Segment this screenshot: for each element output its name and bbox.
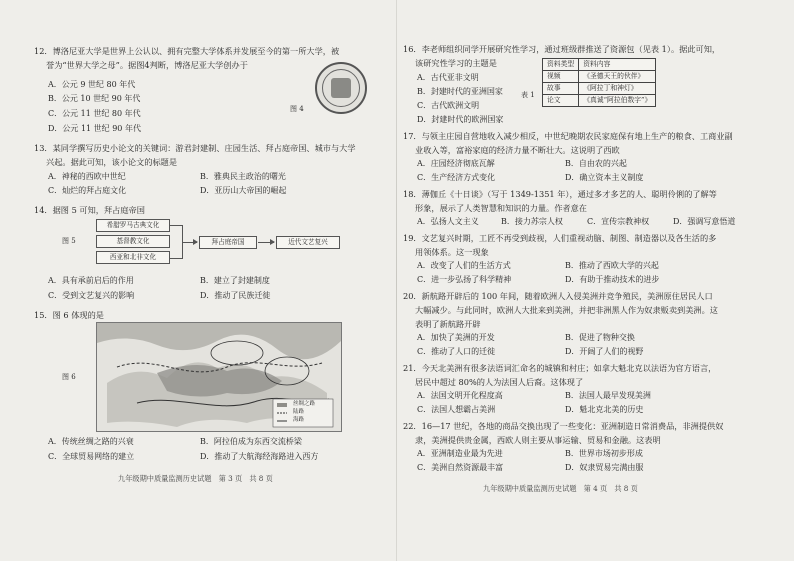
- table-cell: 论文: [543, 95, 579, 107]
- q22-option-b[interactable]: B．世界市场初步形成: [565, 449, 643, 458]
- q19-option-c[interactable]: C．进一步弘扬了科学精神: [417, 275, 512, 284]
- q18-option-d[interactable]: D．强调写意悟道: [673, 217, 736, 226]
- q16-table-label: 表 1: [521, 91, 535, 99]
- q12-fig-label: 图 4: [290, 105, 304, 113]
- q18-option-b[interactable]: B．接力苏宗人权: [501, 217, 563, 226]
- q18-option-a[interactable]: A．弘扬人文主义: [417, 217, 479, 226]
- q13-option-b[interactable]: B．雅典民主政治的曙光: [200, 172, 286, 181]
- q14-option-b[interactable]: B．建立了封建制度: [200, 276, 270, 285]
- q17-option-d[interactable]: D．确立资本主义制度: [565, 173, 644, 182]
- flow-box-byzantine: 拜占庭帝国: [199, 236, 257, 249]
- q20-stem-line1: 20．新航路开辟后的 100 年间，随着欧洲人入侵美洲并竞争殖民，美洲原住居民人口: [403, 291, 713, 301]
- q18-option-c[interactable]: C．宣传宗教神权: [587, 217, 650, 226]
- seal-emblem-icon: [331, 78, 351, 98]
- q16-option-a[interactable]: A．古代亚非文明: [417, 73, 479, 82]
- q15-option-d[interactable]: D．推动了大航海经海路进入西方: [200, 452, 319, 461]
- table-row: [543, 83, 656, 95]
- table-cell: 视频: [543, 71, 579, 83]
- q19-option-b[interactable]: B．推动了西欧大学的兴起: [565, 261, 659, 270]
- q17-option-a[interactable]: A．庄园经济彻底瓦解: [417, 159, 495, 168]
- map-legend-silk-road: 丝绸之路: [293, 401, 316, 407]
- q14-option-a[interactable]: A．具有承前启后的作用: [48, 276, 134, 285]
- q16-stem-line1: 16．李老师组织同学开展研究性学习，通过班级群推送了资源包（见表 1）。据此可知，: [403, 44, 721, 54]
- university-seal-image: [315, 62, 367, 114]
- q14-fig-label: 图 5: [62, 237, 76, 245]
- flow-box-classical: 希腊罗马古典文化: [96, 219, 170, 232]
- q21-stem-line1: 21．今天北美洲有很多法语词汇命名的城镇和村庄；如拿大魁北克以法语为官方语言，: [403, 363, 717, 373]
- q16-option-b[interactable]: B．封建时代的亚洲国家: [417, 87, 503, 96]
- q18-stem-line1: 18．薄伽丘《十日谈》（写于 1349-1351 年），通过多才多艺的人、聪明伶俐的了解等: [403, 189, 717, 199]
- q18-stem-line2: 形象，展示了人类智慧和知识的力量。作者意在: [415, 203, 587, 213]
- q14-option-c[interactable]: C．受到文艺复兴的影响: [48, 291, 135, 300]
- flow-box-christian: 基督教文化: [96, 235, 170, 248]
- q15-option-a[interactable]: A．传统丝绸之路的兴衰: [48, 437, 134, 446]
- q15-stem: 15．图 6 体现的是: [34, 310, 104, 320]
- q14-option-d[interactable]: D．推动了民族迁徙: [200, 291, 271, 300]
- q15-option-b[interactable]: B．阿拉伯成为东西交流桥梁: [200, 437, 302, 446]
- map-graphic: [97, 323, 341, 431]
- q15-fig-label: 图 6: [62, 373, 76, 381]
- page-4-footer: 九年级期中质量监测历史试题 第 4 页 共 8 页: [483, 484, 638, 493]
- table-cell: 《圣德天王的伙伴》: [579, 71, 656, 83]
- q21-stem-line2: 居民中超过 80%的人为法国人后裔。这体现了: [415, 377, 584, 387]
- table-header-type: 资料类型: [543, 59, 579, 71]
- map-legend-sea-route: 海路: [293, 417, 305, 423]
- flow-arrow-2: [258, 242, 274, 243]
- table-cell: 《真诚“阿拉伯数字”》: [579, 95, 656, 107]
- q16-stem-line2: 该研究性学习的主题是: [415, 58, 497, 68]
- q12-option-a[interactable]: A．公元 9 世纪 80 年代: [48, 80, 136, 89]
- q19-option-a[interactable]: A．改变了人们的生活方式: [417, 261, 511, 270]
- q13-option-c[interactable]: C．灿烂的拜占庭文化: [48, 186, 127, 195]
- q19-stem-line1: 19．文艺复兴时期，工匠不再受到歧视，人们重视动脑、制图、制造器以及各生活的多: [403, 233, 717, 243]
- table-row: [543, 59, 656, 71]
- q17-option-c[interactable]: C．生产经济方式变化: [417, 173, 496, 182]
- q22-stem-line1: 22．16—17 世纪，各地的商品交换出现了一些变化：亚洲制造日常消费品，非洲提供奴: [403, 421, 724, 431]
- q12-option-b[interactable]: B．公元 10 世纪 90 年代: [48, 94, 141, 103]
- q16-option-c[interactable]: C．古代欧洲文明: [417, 101, 480, 110]
- q19-option-d[interactable]: D．有助于推动技术的进步: [565, 275, 660, 284]
- q13-stem-line2: 兴起。据此可知，该小论文的标题是: [46, 157, 178, 167]
- q17-stem-line2: 业收入等，富裕家庭的经济力量不断壮大。这说明了西欧: [415, 145, 620, 155]
- table-row: [543, 71, 656, 83]
- resource-table: [542, 58, 656, 107]
- q12-option-d[interactable]: D．公元 11 世纪 90 年代: [48, 124, 141, 133]
- q16-option-d[interactable]: D．封建时代的欧洲国家: [417, 115, 504, 124]
- q21-option-d[interactable]: D．魁北克北美的历史: [565, 405, 644, 414]
- q20-option-d[interactable]: D．开阔了人们的视野: [565, 347, 644, 356]
- flow-bracket: [170, 225, 183, 259]
- q22-stem-line2: 隶，美洲提供贵金属，西欧人则主要从事运输、贸易和金融。这表明: [415, 435, 661, 445]
- q17-option-b[interactable]: B．自由农的兴起: [565, 159, 627, 168]
- q20-stem-line2: 大幅减少。与此同时，欧洲人大批来到美洲，并把非洲黑人作为奴隶贩卖到美洲。这: [415, 305, 718, 315]
- q17-stem-line1: 17．与领主庄园自营地收入减少相反，中世纪晚期农民家庭保有地上生产的粮食、工商业副: [403, 131, 733, 141]
- q13-stem-line1: 13．某同学撰写历史小论文的关键词：游君封建制、庄园生活、拜占庭帝国、城市与大学: [34, 143, 356, 153]
- q21-option-b[interactable]: B．法国人最早发现美洲: [565, 391, 651, 400]
- q22-option-d[interactable]: D．奴隶贸易完满由服: [565, 463, 644, 472]
- page-3-footer: 九年级期中质量监测历史试题 第 3 页 共 8 页: [118, 474, 273, 483]
- trade-route-map: [96, 322, 342, 432]
- q13-option-a[interactable]: A．神秘的西欧中世纪: [48, 172, 126, 181]
- table-header-content: 资料内容: [579, 59, 656, 71]
- table-row: [543, 95, 656, 107]
- q15-option-c[interactable]: C．全球贸易网络的建立: [48, 452, 135, 461]
- q20-option-b[interactable]: B．促进了物种交换: [565, 333, 635, 342]
- flow-arrow-1: [183, 242, 197, 243]
- q12-stem-line2: 誉为“世界大学之母”。据图4判断，博洛尼亚大学创办于: [46, 60, 248, 70]
- page-4: [397, 0, 794, 561]
- q20-option-a[interactable]: A．加快了美洲的开发: [417, 333, 495, 342]
- q13-option-d[interactable]: D．亚历山大帝国的崛起: [200, 186, 287, 195]
- map-legend-land-route: 陆路: [293, 409, 305, 415]
- q12-stem-line1: 12．博洛尼亚大学是世界上公认以、拥有完整大学体系并发展至今的第一所大学，被: [34, 46, 340, 56]
- q20-option-c[interactable]: C．推动了人口的迁徙: [417, 347, 496, 356]
- flow-box-renaissance: 近代文艺复兴: [276, 236, 340, 249]
- flow-box-west-asia: 西亚和北非文化: [96, 251, 170, 264]
- q12-option-c[interactable]: C．公元 11 世纪 80 年代: [48, 109, 141, 118]
- q21-option-c[interactable]: C．法国人想霸占美洲: [417, 405, 496, 414]
- table-cell: 《阿拉丁和神灯》: [579, 83, 656, 95]
- q22-option-c[interactable]: C．美洲自然资源最丰富: [417, 463, 504, 472]
- q14-stem: 14．据图 5 可知，拜占庭帝国: [34, 205, 145, 215]
- q22-option-a[interactable]: A．亚洲制造业最为先进: [417, 449, 503, 458]
- q20-stem-line3: 表明了新航路开辟: [415, 319, 481, 329]
- q19-stem-line2: 用领体系。这一现象: [415, 247, 489, 257]
- table-cell: 故事: [543, 83, 579, 95]
- q21-option-a[interactable]: A．法国文明开化程度高: [417, 391, 503, 400]
